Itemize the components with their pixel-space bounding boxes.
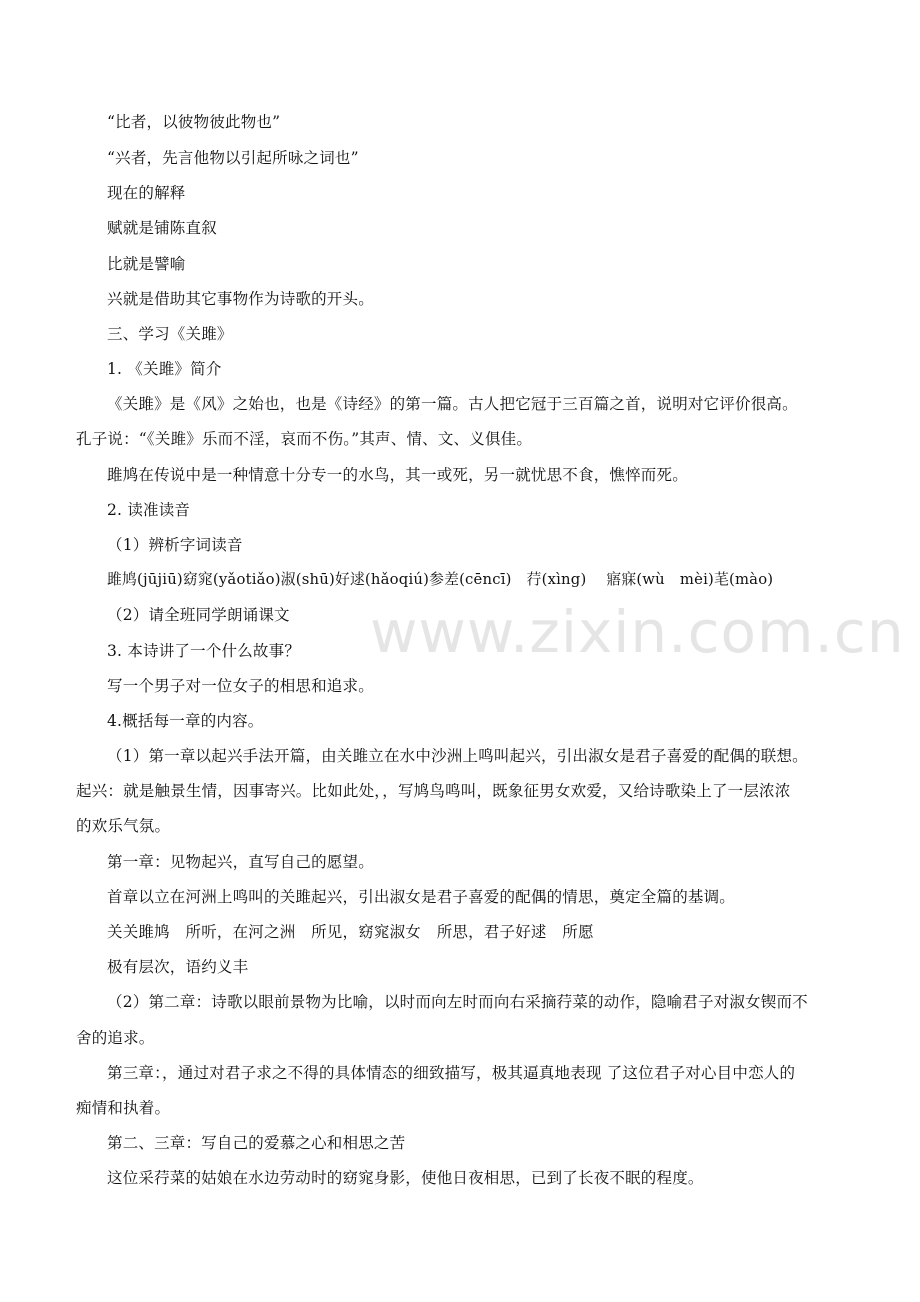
paragraph-line: 起兴：就是触景生情，因事寄兴。比如此处，，写鸠鸟鸣叫，既象征男女欢爱，又给诗歌染上了一层浓浓: [76, 782, 791, 800]
pinyin-line: 雎鸠(jūjiū)窈窕(yǎotiǎo)淑(shū)好逑(hǎoqiú)参差(cēncī) 荇(xìng) 寤寐(wù mèi)芼(mào): [107, 571, 774, 588]
text-line: “兴者，先言他物以引起所咏之词也”: [107, 149, 359, 167]
paragraph-line: 《关雎》是《风》之始也，也是《诗经》的第一篇。古人把它冠于三百篇之首，说明对它评价很高。: [107, 395, 798, 413]
subsection-heading: 4.概括每一章的内容。: [107, 712, 264, 730]
section-heading: 三、学习《关雎》: [107, 325, 233, 343]
paragraph-line: 痴情和执着。: [76, 1099, 171, 1117]
text-line: 关关雎鸠 所听，在河之洲 所见，窈窕淑女 所思，君子好逑 所愿: [107, 923, 594, 941]
text-line: “比者，以彼物彼此物也”: [107, 113, 281, 131]
paragraph-line: （1）第一章以起兴手法开篇，由关雎立在水中沙洲上鸣叫起兴，引出淑女是君子喜爱的配偶的联想。: [107, 747, 808, 765]
text-line: 比就是譬喻: [107, 255, 186, 273]
text-line: （1）辨析字词读音: [107, 536, 243, 554]
text-line: 兴就是借助其它事物作为诗歌的开头。: [107, 290, 374, 308]
text-line: 写一个男子对一位女子的相思和追求。: [107, 677, 374, 695]
paragraph-line: （2）第二章：诗歌以眼前景物为比喻，以时而向左时而向右采摘荇菜的动作，隐喻君子对淑女锲而不: [107, 993, 808, 1011]
text-line: 极有层次，语约义丰: [107, 958, 249, 976]
text-line: 首章以立在河洲上鸣叫的关雎起兴，引出淑女是君子喜爱的配偶的情思，奠定全篇的基调。: [107, 888, 736, 906]
paragraph-line: 孔子说：“《关雎》乐而不淫，哀而不伤。”其声、情、文、义俱佳。: [76, 430, 533, 448]
paragraph-line: 第三章：，通过对君子求之不得的具体情态的细致描写，极其逼真地表现 了这位君子对心目中恋人的: [107, 1064, 796, 1082]
text-line: 赋就是铺陈直叙: [107, 219, 217, 237]
subsection-heading: 2. 读准读音: [107, 501, 191, 519]
text-line: 第一章：见物起兴，直写自己的愿望。: [107, 853, 374, 871]
subsection-heading: 1. 《关雎》简介: [107, 360, 222, 378]
paragraph-line: 雎鸠在传说中是一种情意十分专一的水鸟，其一或死，另一就忧思不食，憔悴而死。: [107, 466, 688, 484]
text-line: 现在的解释: [107, 184, 186, 202]
paragraph-line: 的欢乐气氛。: [76, 817, 171, 835]
subsection-heading: 3. 本诗讲了一个什么故事？: [107, 642, 301, 660]
paragraph-line: 舍的追求。: [76, 1029, 155, 1047]
watermark: www.zixin.com.cn: [370, 598, 905, 666]
text-line: （2）请全班同学朗诵课文: [107, 606, 290, 624]
text-line: 第二、三章：写自己的爱慕之心和相思之苦: [107, 1134, 406, 1152]
text-line: 这位采荇菜的姑娘在水边劳动时的窈窕身影，使他日夜相思，已到了长夜不眠的程度。: [107, 1169, 704, 1187]
